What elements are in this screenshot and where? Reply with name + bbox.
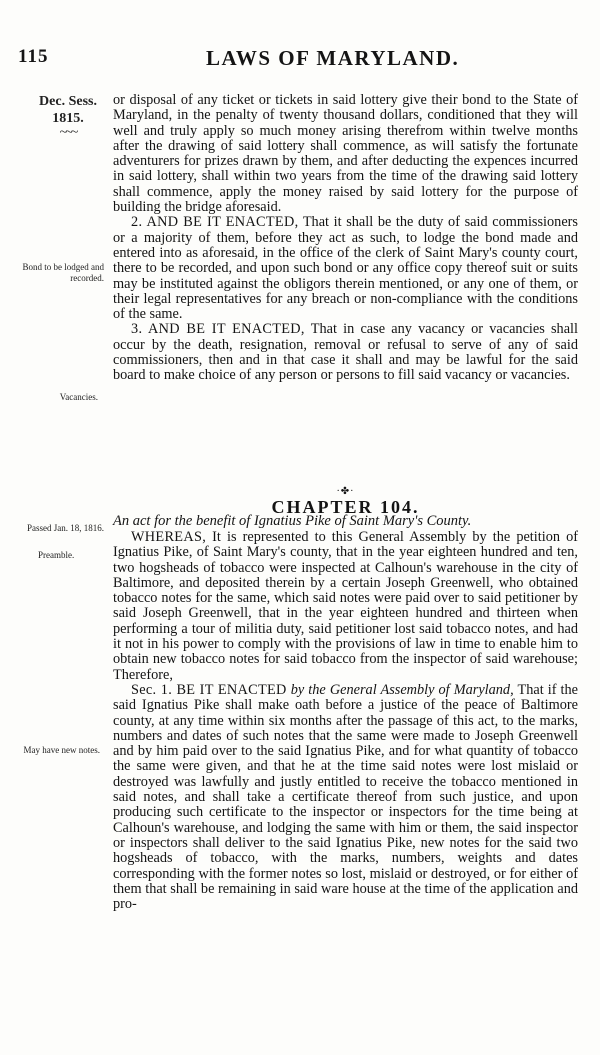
ch104-section-1-lead-italic: by the General Assembly of Maryland, bbox=[286, 681, 514, 698]
section-1-text: or disposal of any ticket or tickets in said lottery give their bond to the State of Maryland, in the penalty of twenty thousand dollars, conditioned that they will well and truly apply so much money arising therefrom within twelve months after the drawing of said lottery shall commence, as will satisfy the fortunate adventurers for prizes drawn by them, and after deducting the expences incurred in said lottery, shall within two years from the time of the drawing said lottery shall commence, apply the money raised by said lottery for the purpose of building the bridge aforesaid. bbox=[113, 92, 578, 216]
act-title: An act for the benefit of Ignatius Pike of Saint Mary's County. bbox=[113, 513, 472, 529]
margin-note-bond: Bond to be lodged and recorded. bbox=[22, 262, 104, 283]
body-block-previous-chapter bbox=[113, 93, 578, 384]
section-2-text: That it shall be the duty of said commissioners or a majority of them, before they act as such, to lodge the bond made and entered into as aforesaid, in the office of the clerk of Saint Mary's county court, there to be recorded, and upon such bond or any office copy thereof suit or suits may be instituted against the obligors therein mentioned, or any one of them, or their legal representatives for any breach or non-compliance with the conditions of the same. bbox=[113, 214, 578, 323]
ch104-section-1-paragraph bbox=[113, 683, 578, 912]
margin-note-passed: Passed Jan. 18, 1816. bbox=[27, 523, 104, 533]
chapter-ornament: ·✤· bbox=[336, 486, 355, 497]
swirl-ornament: ~~~ bbox=[59, 125, 77, 140]
preamble-lead: WHEREAS, bbox=[131, 529, 207, 545]
session-line-1: Dec. Sess. bbox=[39, 94, 97, 109]
ch104-section-1-lead: Sec. 1. BE IT ENACTED bbox=[131, 681, 287, 698]
margin-note-preamble: Preamble. bbox=[38, 550, 75, 560]
page-number: 115 bbox=[18, 46, 49, 67]
section-3-paragraph bbox=[113, 322, 578, 383]
margin-note-vacancies: Vacancies. bbox=[59, 392, 98, 402]
chapter-title: CHAPTER 104. bbox=[271, 497, 420, 517]
session-line-2: 1815. bbox=[52, 111, 84, 126]
margin-note-may-have: May have new notes. bbox=[23, 745, 100, 755]
section-2-lead: 2. AND BE IT ENACTED, bbox=[131, 214, 299, 231]
section-3-text: That in case any vacancy or vacancies shall occur by the death, resignation, removal or refusal to serve of any of said commissioners, then and in that case it shall and may be lawful for the said board to make choice of any person or persons to fill said vacancy or vacancies. bbox=[113, 321, 578, 384]
ch104-section-1-text: That if the said Ignatius Pike shall make oath before a justice of the peace of Baltimore county, at any time within six months after the passage of this act, to the marks, numbers and dates of such notes that the same were made to Joseph Greenwell and by him paid over to the said Ignatius Pike, and for what quantity of tobacco the same were given, and that he at the time said notes were lost mislaid or destroyed was lawfully and justly entitled to receive the tobacco mentioned in said notes, and shall take a certificate thereof from such justice, and upon producing such certificate to the inspector or inspectors for the time being at Calhoun's warehouse, and lodging the same with him or them, the said inspector or inspectors shall deliver to the said Ignatius Pike, new notes for the said two hogsheads of tobacco, with the marks, numbers, weights and dates corresponding with the former notes so lost, mislaid or destroyed, or for either of them that shall be remaining in said ware house at the time of the application and pro- bbox=[113, 681, 578, 913]
preamble-text: It is represented to this General Assembly by the petition of Ignatius Pike, of Saint Mary's county, that in the year eighteen hundred and ten, two hogsheads of tobacco were inspected at Calhoun's warehouse in the city of Baltimore, and deposited therein by a certain Joseph Greenwell, who obtained tobacco notes for the same, which said notes were paid over to said petitioner by said Joseph Greenwell, that in the year eighteen hundred and thirteen when performing a tour of militia duty, said petitioner lost said tobacco notes, and had it not in his power to comply with the provisions of law in time to enable him to obtain new tobacco notes for said tobacco from the inspector of said warehouse; Therefore, bbox=[113, 529, 578, 683]
section-3-lead: 3. AND BE IT ENACTED, bbox=[131, 321, 305, 338]
section-2-paragraph bbox=[113, 215, 578, 322]
page-header bbox=[0, 46, 600, 76]
margin-session-note bbox=[20, 93, 116, 139]
preamble-paragraph bbox=[113, 530, 578, 683]
running-title: LAWS OF MARYLAND. bbox=[206, 46, 460, 70]
body-block-chapter-104 bbox=[113, 530, 578, 912]
